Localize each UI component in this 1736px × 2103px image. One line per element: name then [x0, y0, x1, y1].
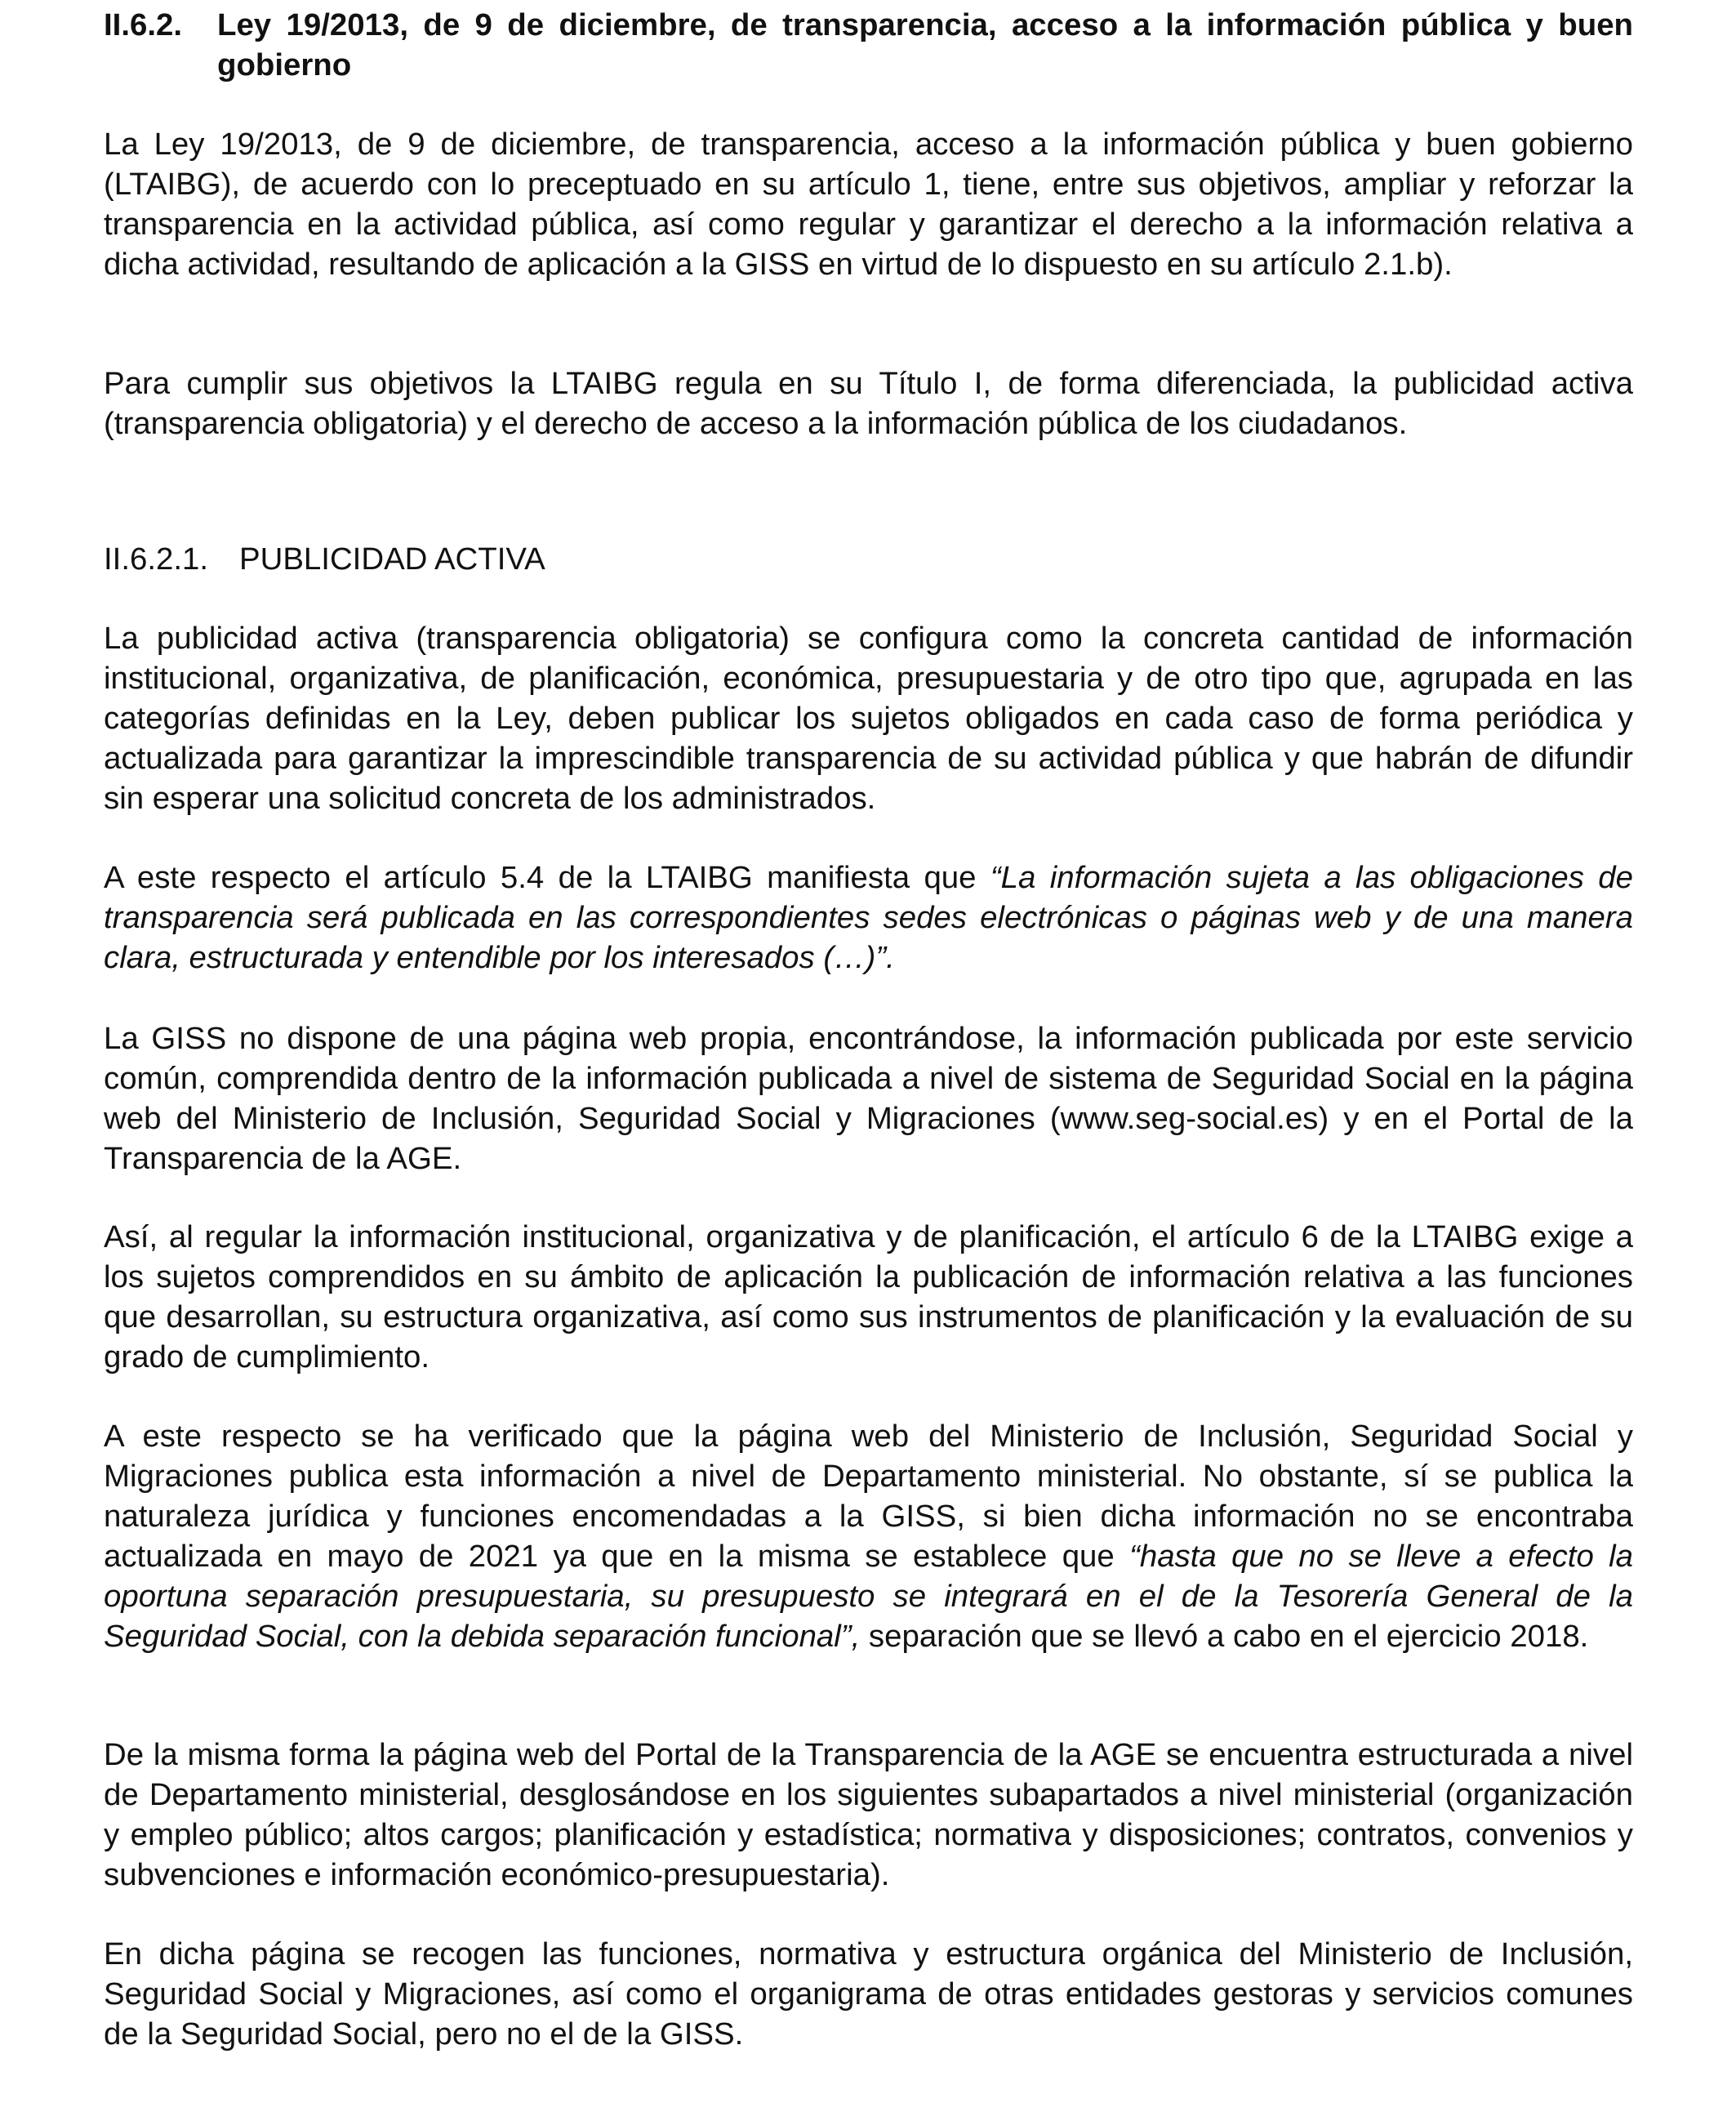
paragraph-giss-web: La GISS no dispone de una página web propia, encontrándose, la información publicada por este servicio común, comprendida dentro de la información publicada a nivel de sistema de Seguridad Social en la página web del Ministerio de Inclusión, Seguridad Social y Migraciones (www.seg-social.es) y en el Portal de la Transparencia de la AGE. — [104, 1021, 1633, 1176]
paragraph-article-6: Así, al regular la información institucional, organizativa y de planificación, el artículo 6 de la LTAIBG exige a los sujetos comprendidos en su ámbito de aplicación la publicación de información relativa a las funciones que desarrollan, su estructura organizativa, así como sus instrumentos de planificación y la evaluación de su grado de cumplimiento. — [104, 1219, 1633, 1375]
paragraph-article-5-4 — [104, 858, 1633, 978]
paragraph-functions: En dicha página se recogen las funciones, normativa y estructura orgánica del Ministerio de Inclusión, Seguridad Social y Migraciones, así como el organigrama de otras entidades gestoras y servicios comunes de la Seguridad Social, pero no el de la GISS. — [104, 1936, 1633, 2052]
section-title: Ley 19/2013, de 9 de diciembre, de transparencia, acceso a la información pública y buen gobierno — [217, 7, 1633, 82]
verification-lead: A este respecto se ha verificado que la página web del Ministerio de Inclusión, Seguridad Social y Migraciones publica esta información a nivel de Departamento ministerial. No obstante, sí se publica la naturaleza jurídica y funciones encomendadas a la GISS, si bien dicha información no se encontraba actualizada en mayo de 2021 ya que en la misma se establece que — [104, 1419, 1633, 1574]
paragraph-verification — [104, 1416, 1633, 1656]
section-heading — [104, 5, 1633, 85]
article-5-4-quote: “La información sujeta a las obligaciones de transparencia será publicada en las correspondientes sedes electrónicas o páginas web y de una manera clara, estructurada y entendible por los interesados (…)”. — [104, 860, 1634, 975]
article-5-4-lead: A este respecto el artículo 5.4 de la LTAIBG manifiesta que — [104, 860, 990, 895]
paragraph-portal-transparencia: De la misma forma la página web del Portal de la Transparencia de la AGE se encuentra estructurada a nivel de Departamento ministerial, desglosándose en los siguientes subapartados a nivel ministerial (organización y empleo público; altos cargos; planificación y estadística; normativa y disposiciones; contratos, convenios y subvenciones e información económico-presupuestaria). — [104, 1737, 1633, 1892]
paragraph-ltaibg-title-i: Para cumplir sus objetivos la LTAIBG regula en su Título I, de forma diferenciada, la publicidad activa (transparencia obligatoria) y el derecho de acceso a la información pública de los ciudadanos. — [104, 366, 1633, 441]
document-page — [104, 0, 1633, 2103]
section-number: II.6.2. — [104, 7, 183, 42]
paragraph-publicidad-activa: La publicidad activa (transparencia obligatoria) se configura como la concreta cantidad de información institucional, organizativa, de planificación, económica, presupuestaria y de otro tipo que, agrupada en las categorías definidas en la Ley, deben publicar los sujetos obligados en cada caso de forma periódica y actualizada para garantizar la imprescindible transparencia de su actividad pública y que habrán de difundir sin esperar una solicitud concreta de los administrados. — [104, 621, 1633, 816]
subsection-number: II.6.2.1. — [104, 541, 209, 577]
paragraph-ltaibg-intro: La Ley 19/2013, de 9 de diciembre, de transparencia, acceso a la información pública y buen gobierno (LTAIBG), de acuerdo con lo preceptuado en su artículo 1, tiene, entre sus objetivos, ampliar y reforzar la transparencia en la actividad pública, así como regular y garantizar el derecho a la información relativa a dicha actividad, resultando de aplicación a la GISS en virtud de lo dispuesto en su artículo 2.1.b). — [104, 127, 1633, 282]
subsection-title: PUBLICIDAD ACTIVA — [239, 541, 545, 577]
verification-tail: separación que se llevó a cabo en el ejercicio 2018. — [860, 1619, 1589, 1654]
verification-quote: “hasta que no se lleve a efecto la oportuna separación presupuestaria, su presupuesto se integrará en el de la Tesorería General de la Seguridad Social, con la debida separación funcional”, — [104, 1539, 1633, 1654]
subsection-heading — [104, 539, 1633, 579]
